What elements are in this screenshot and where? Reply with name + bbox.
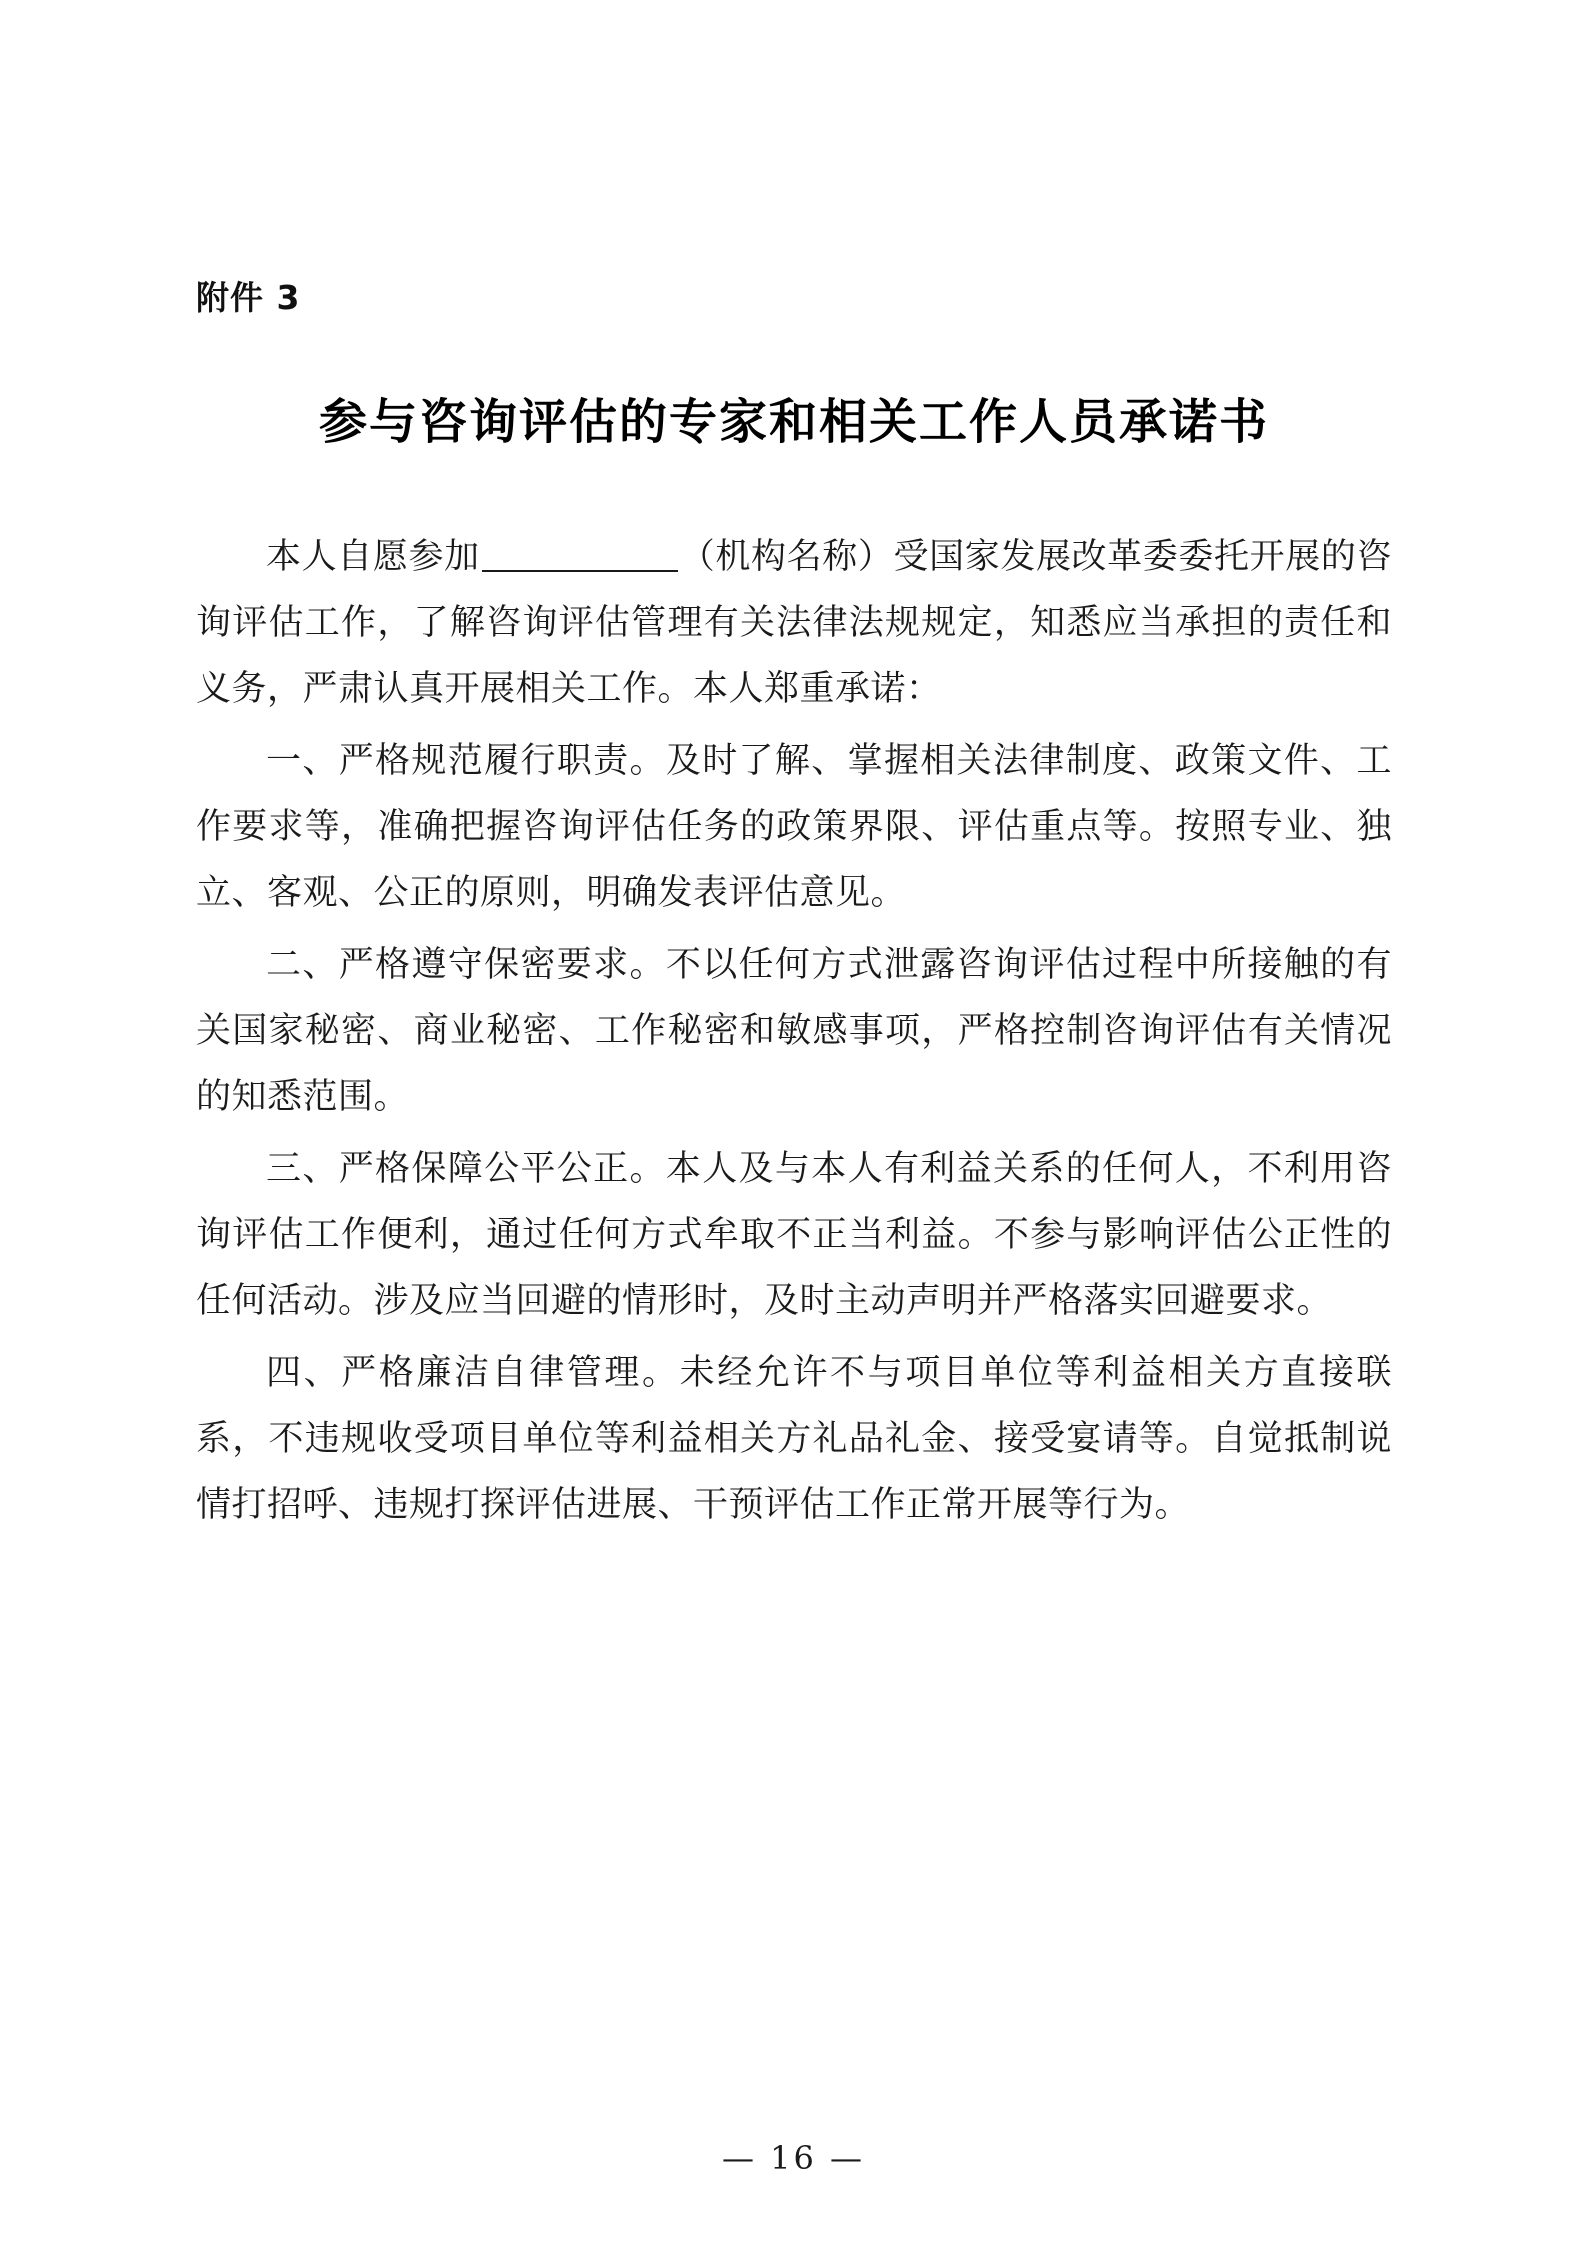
intro-text-after-blank: （机构名称）受国家发展改革委委托开展的咨询评估工作，了解咨询评估管理有关法律法规规定，知悉应当承担的责任和义务，严肃认真开展相关工作。本人郑重承诺： [196,537,1392,709]
intro-text-before-blank: 本人自愿参加 [266,537,480,577]
document-body [196,524,1392,1538]
attachment-label: 附件 3 [196,278,301,317]
commitment-item-3: 三、严格保障公平公正。本人及与本人有利益关系的任何人，不利用咨询评估工作便利，通过任何方式牟取不正当利益。不参与影响评估公正性的任何活动。涉及应当回避的情形时，及时主动声明并严格落实回避要求。 [196,1149,1392,1321]
organization-name-blank[interactable] [482,570,678,572]
intro-paragraph [196,524,1392,722]
page-title: 参与咨询评估的专家和相关工作人员承诺书 [318,394,1269,450]
document-content [196,0,1392,1542]
commitment-item-1: 一、严格规范履行职责。及时了解、掌握相关法律制度、政策文件、工作要求等，准确把握咨询评估任务的政策界限、评估重点等。按照专业、独立、客观、公正的原则，明确发表评估意见。 [196,741,1392,913]
page-number: — 16 — [721,2139,866,2177]
commitment-item-2: 二、严格遵守保密要求。不以任何方式泄露咨询评估过程中所接触的有关国家秘密、商业秘密、工作秘密和敏感事项，严格控制咨询评估有关情况的知悉范围。 [196,945,1392,1117]
commitment-item-4: 四、严格廉洁自律管理。未经允许不与项目单位等利益相关方直接联系，不违规收受项目单位等利益相关方礼品礼金、接受宴请等。自觉抵制说情打招呼、违规打探评估进展、干预评估工作正常开展等行为。 [196,1353,1392,1525]
